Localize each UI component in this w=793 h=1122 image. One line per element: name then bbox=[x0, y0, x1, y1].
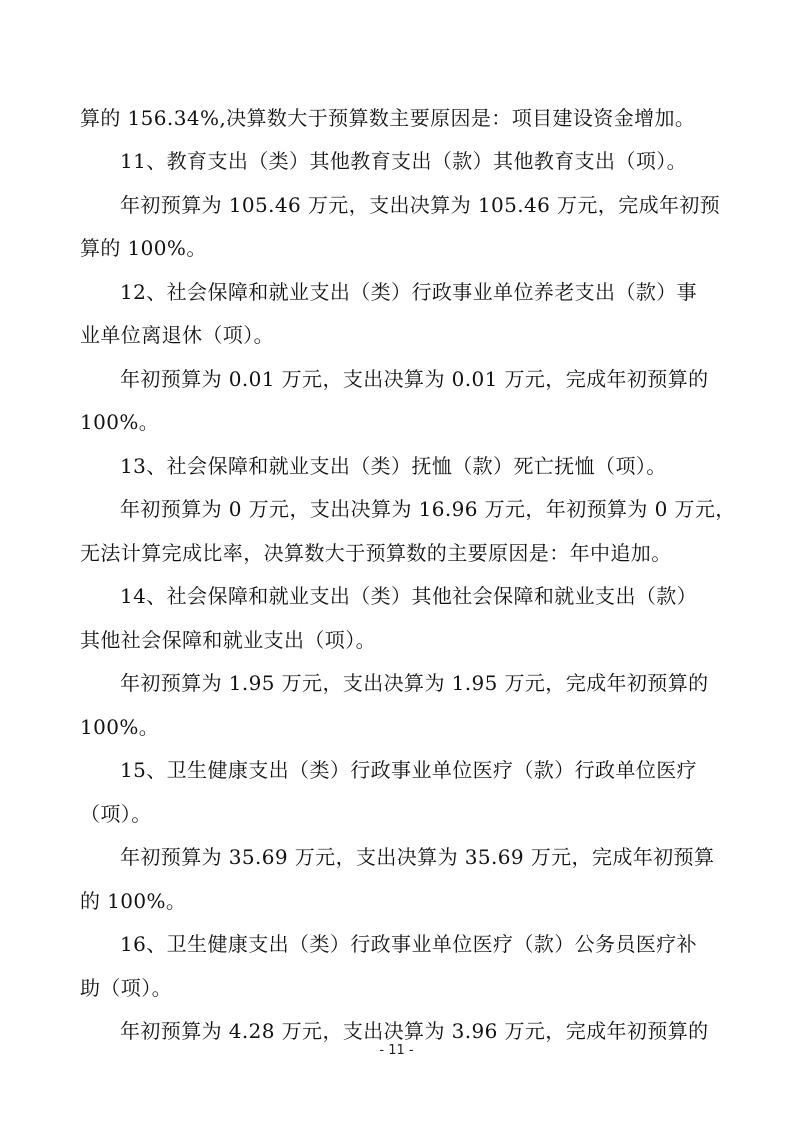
paragraph-line: 15、卫生健康支出（类）行政事业单位医疗（款）行政单位医疗 bbox=[120, 758, 698, 782]
paragraph-line: 算的 156.34%,决算数大于预算数主要原因是：项目建设资金增加。 bbox=[80, 106, 696, 130]
paragraph-line: 11、教育支出（类）其他教育支出（款）其他教育支出（项）。 bbox=[120, 149, 688, 173]
paragraph-line: （项）。 bbox=[80, 802, 152, 826]
paragraph-line: 14、社会保障和就业支出（类）其他社会保障和就业支出（款） bbox=[120, 584, 698, 608]
paragraph-line: 其他社会保障和就业支出（项）。 bbox=[80, 628, 376, 652]
paragraph-line: 16、卫生健康支出（类）行政事业单位医疗（款）公务员医疗补 bbox=[120, 932, 698, 956]
paragraph-line: 助（项）。 bbox=[80, 976, 172, 1000]
paragraph-line: 年初预算为 0.01 万元，支出决算为 0.01 万元，完成年初预算的 bbox=[120, 367, 709, 391]
paragraph-line: 年初预算为 1.95 万元，支出决算为 1.95 万元，完成年初预算的 bbox=[120, 671, 709, 695]
paragraph-line: 无法计算完成比率，决算数大于预算数的主要原因是：年中追加。 bbox=[80, 541, 672, 565]
paragraph-line: 13、社会保障和就业支出（类）抚恤（款）死亡抚恤（项）。 bbox=[120, 454, 667, 478]
paragraph-line: 年初预算为 35.69 万元，支出决算为 35.69 万元，完成年初预算 bbox=[120, 845, 715, 869]
paragraph-line: 100%。 bbox=[80, 715, 160, 739]
paragraph-line: 100%。 bbox=[80, 410, 160, 434]
paragraph-line: 年初预算为 4.28 万元，支出决算为 3.96 万元，完成年初预算的 bbox=[120, 1019, 709, 1043]
paragraph-line: 业单位离退休（项）。 bbox=[80, 323, 274, 347]
page-number: - 11 - bbox=[379, 1043, 414, 1058]
paragraph-line: 的 100%。 bbox=[80, 889, 187, 913]
paragraph-line: 12、社会保障和就业支出（类）行政事业单位养老支出（款）事 bbox=[120, 280, 698, 304]
paragraph-line: 年初预算为 105.46 万元，支出决算为 105.46 万元，完成年初预 bbox=[120, 193, 721, 217]
paragraph-line: 算的 100%。 bbox=[80, 236, 207, 260]
paragraph-line: 年初预算为 0 万元，支出决算为 16.96 万元，年初预算为 0 万元， bbox=[120, 497, 736, 521]
